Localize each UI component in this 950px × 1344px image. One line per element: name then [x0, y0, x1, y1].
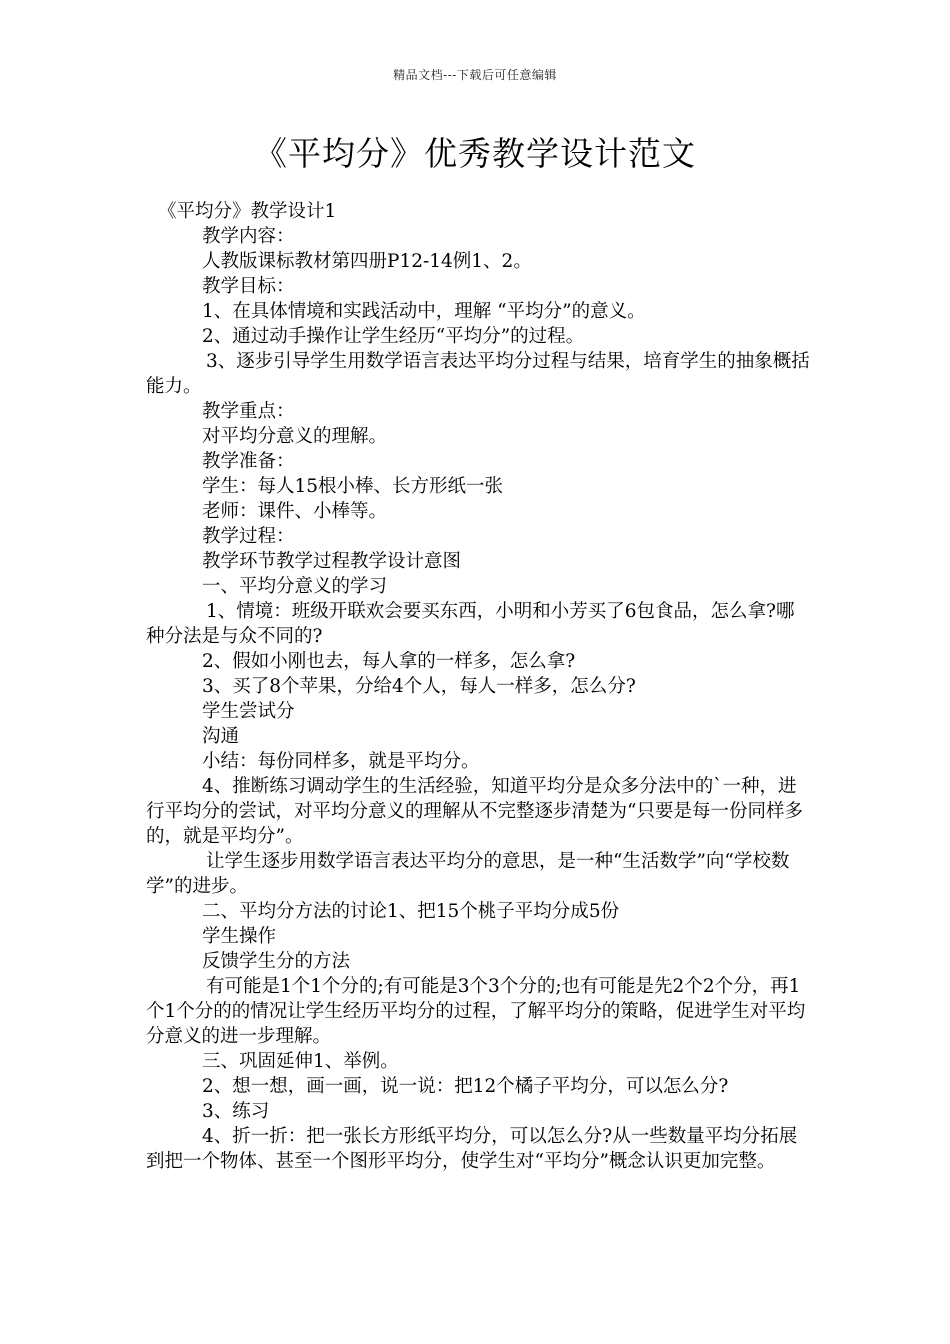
paragraph: 4、折一折：把一张长方形纸平均分，可以怎么分?从一些数量平均分拓展到把一个物体、甚至一个图形平均分，使学生对“平均分”概念认识更加完整。: [146, 1126, 798, 1172]
paragraph: 2、想一想，画一画，说一说：把12个橘子平均分，可以怎么分?: [202, 1076, 729, 1097]
paragraph: 《平均分》教学设计1: [158, 201, 337, 222]
paragraph: 2、假如小刚也去，每人拿的一样多，怎么拿?: [202, 651, 576, 672]
paragraph: 1、在具体情境和实践活动中，理解 “平均分”的意义。: [202, 301, 646, 322]
paragraph: 人教版课标教材第四册P12-14例1、2。: [202, 251, 532, 272]
paragraph: 3、买了8个苹果，分给4个人，每人一样多，怎么分?: [202, 676, 636, 697]
document-title: 《平均分》优秀教学设计范文: [254, 134, 696, 173]
document-body: [146, 199, 810, 1174]
paragraph: 2、通过动手操作让学生经历“平均分”的过程。: [202, 326, 585, 347]
paragraph: 教学重点：: [202, 401, 295, 422]
paragraph: 学生操作: [202, 926, 277, 947]
paragraph: 三、巩固延伸1、举例。: [202, 1051, 399, 1072]
paragraph: 教学内容：: [202, 226, 295, 247]
paragraph: 反馈学生分的方法: [202, 951, 351, 972]
paragraph: 对平均分意义的理解。: [202, 426, 388, 447]
paragraph: 小结：每份同样多，就是平均分。: [202, 751, 480, 772]
paragraph: 让学生逐步用数学语言表达平均分的意思，是一种“生活数学”向“学校数学”的进步。: [146, 851, 790, 897]
paragraph: 一、平均分意义的学习: [202, 576, 388, 597]
paragraph: 3、练习: [202, 1101, 270, 1122]
paragraph: 1、情境：班级开联欢会要买东西，小明和小芳买了6包食品，怎么拿?哪种分法是与众不同的?: [146, 601, 795, 647]
paragraph: 有可能是1个1个分的;有可能是3个3个分的;也有可能是先2个2个分，再1个1个分的的情况让学生经历平均分的过程，了解平均分的策略，促进学生对平均分意义的进一步理解。: [146, 976, 806, 1047]
paragraph: 老师：课件、小棒等。: [202, 501, 388, 522]
paragraph: 学生：每人15根小棒、长方形纸一张: [202, 476, 504, 497]
paragraph: 教学准备：: [202, 451, 295, 472]
header-note: 精品文档---下载后可任意编辑: [393, 68, 557, 82]
paragraph: 4、推断练习调动学生的生活经验，知道平均分是众多分法中的`一种，进行平均分的尝试，对平均分意义的理解从不完整逐步清楚为“只要是每一份同样多的，就是平均分”。: [146, 776, 803, 847]
paragraph: 教学目标：: [202, 276, 295, 297]
paragraph: 沟通: [202, 726, 240, 747]
paragraph: 学生尝试分: [202, 701, 295, 722]
paragraph: 3、逐步引导学生用数学语言表达平均分过程与结果，培育学生的抽象概括能力。: [146, 351, 810, 397]
paragraph: 教学过程：: [202, 526, 295, 547]
paragraph: 二、平均分方法的讨论1、把15个桃子平均分成5份: [202, 901, 620, 922]
paragraph: 教学环节教学过程教学设计意图: [202, 551, 462, 572]
